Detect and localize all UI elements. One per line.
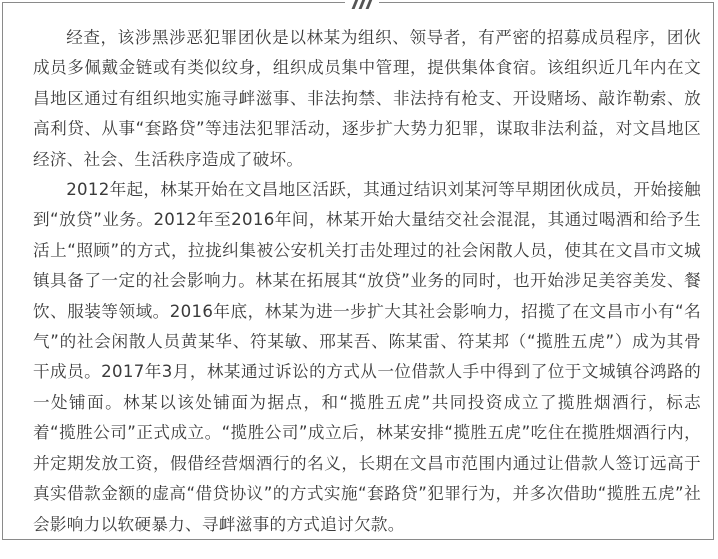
article-body: [33, 23, 701, 540]
article-paragraph-1: 经查，该涉黑涉恶犯罪团伙是以林某为组织、领导者，有严密的招募成员程序，团伙成员多佩戴金链或有类似纹身，组织成员集中管理，提供集体食宿。该组织近几年内在文昌地区通过有组织地实施寻衅滋事、非法拘禁、非法持有枪支、开设赌场、敲诈勒索、放高利贷、从事“套路贷”等违法犯罪活动，逐步扩大势力犯罪，谋取非法利益，对文昌地区经济、社会、生活秩序造成了破坏。: [33, 28, 701, 169]
quote-slash-icon: [345, 0, 379, 10]
article-frame: [2, 2, 714, 540]
article-paragraph-2: 2012年起，林某开始在文昌地区活跃，其通过结识刘某河等早期团伙成员，开始接触到“放贷”业务。2012年至2016年间，林某开始大量结交社会混混，其通过喝酒和给予生活上“照顾”的方式，拉拢纠集被公安机关打击处理过的社会闲散人员，使其在文昌市文城镇具备了一定的社会影响力。林某在拓展其“放贷”业务的同时，也开始涉足美容美发、餐饮、服装等领域。2016年底，林某为进一步扩大其社会影响力，招揽了在文昌市小有“名气”的社会闲散人员黄某华、符某敏、邢某吾、陈某雷、符某邦（“揽胜五虎”）成为其骨干成员。2017年3月，林某通过诉讼的方式从一位借款人手中得到了位于文城镇谷鸿路的一处铺面。林某以该处铺面为据点，和“揽胜五虎”共同投资成立了揽胜烟酒行，标志着“揽胜公司”正式成立。“揽胜公司”成立后，林某安排“揽胜五虎”吃住在揽胜烟酒行内，并定期发放工资，假借经营烟酒行的名义，长期在文昌市范围内通过让借款人签订远高于真实借款金额的虚高“借贷协议”的方式实施“套路贷”犯罪行为，并多次借助“揽胜五虎”社会影响力以软硬暴力、寻衅滋事的方式追讨欠款。: [33, 180, 701, 534]
